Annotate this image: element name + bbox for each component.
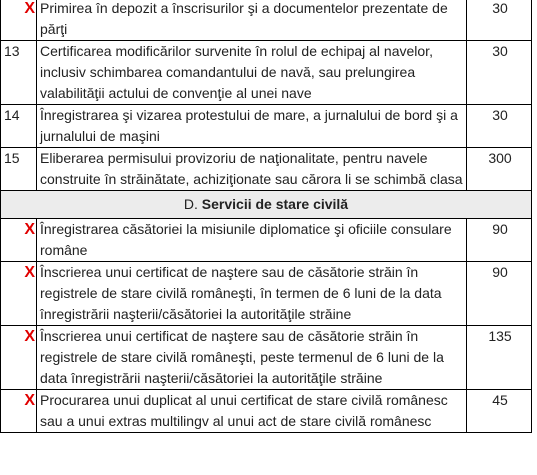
section-header [1,191,532,219]
red-x-icon: X [24,264,35,281]
fee-value: 45 [467,390,532,433]
red-x-icon: X [24,0,35,17]
red-x-icon: X [24,392,35,409]
service-description: Înscrierea unui certificat de naştere sau de căsătorie străin în registrele de stare civilă româneşti, în termen de 6 luni de la data înregistrării naşterii/căsătoriei la autorităţile străine [37,262,467,326]
table-row [1,105,532,148]
fee-value: 90 [467,219,532,262]
table-row [1,148,532,191]
service-description: Certificarea modificărilor survenite în rolul de echipaj al navelor, inclusiv schimbarea comandantului de navă, sau prelungirea valabilităţii actului de convenţie al unei nave [37,41,467,105]
service-description: Înscrierea unui certificat de naştere sau de căsătorie străin în registrele de stare civilă româneşti, peste termenul de 6 luni de la data înregistrării naşterii/căsătoriei la autorităţile străine [37,326,467,390]
row-number: 14 [1,105,37,148]
table-row [1,390,532,433]
table-row [1,326,532,390]
red-x-icon: X [24,328,35,345]
table-row [1,262,532,326]
table-row [1,219,532,262]
table-row [1,0,532,41]
row-number-cell [1,390,37,433]
row-number-cell [1,262,37,326]
service-description: Primirea în depozit a înscrisurilor şi a documentelor prezentate de părţi [37,0,467,41]
section-header-row [1,191,532,219]
service-description: Înregistrarea căsătoriei la misiunile diplomatice şi oficiile consulare române [37,219,467,262]
fee-value: 30 [467,105,532,148]
service-description: Eliberarea permisului provizoriu de naţionalitate, pentru navele construite în străinătate, achiziţionate sau cărora li se schimbă clasa [37,148,467,191]
section-title: Servicii de stare civilă [201,196,349,212]
fee-value: 135 [467,326,532,390]
red-x-icon: X [24,221,35,238]
fee-value: 90 [467,262,532,326]
row-number-cell [1,219,37,262]
fee-value: 30 [467,0,532,41]
service-description: Înregistrarea şi vizarea protestului de mare, a jurnalului de bord şi a jurnalului de maşini [37,105,467,148]
table-row [1,41,532,105]
fee-value: 30 [467,41,532,105]
row-number-cell [1,326,37,390]
row-number-cell [1,0,37,41]
row-number: 13 [1,41,37,105]
fee-value: 300 [467,148,532,191]
row-number: 15 [1,148,37,191]
section-prefix: D. [183,196,198,212]
service-description: Procurarea unui duplicat al unui certificat de stare civilă românesc sau a unui extras multilingv al unui act de stare civilă românesc [37,390,467,433]
